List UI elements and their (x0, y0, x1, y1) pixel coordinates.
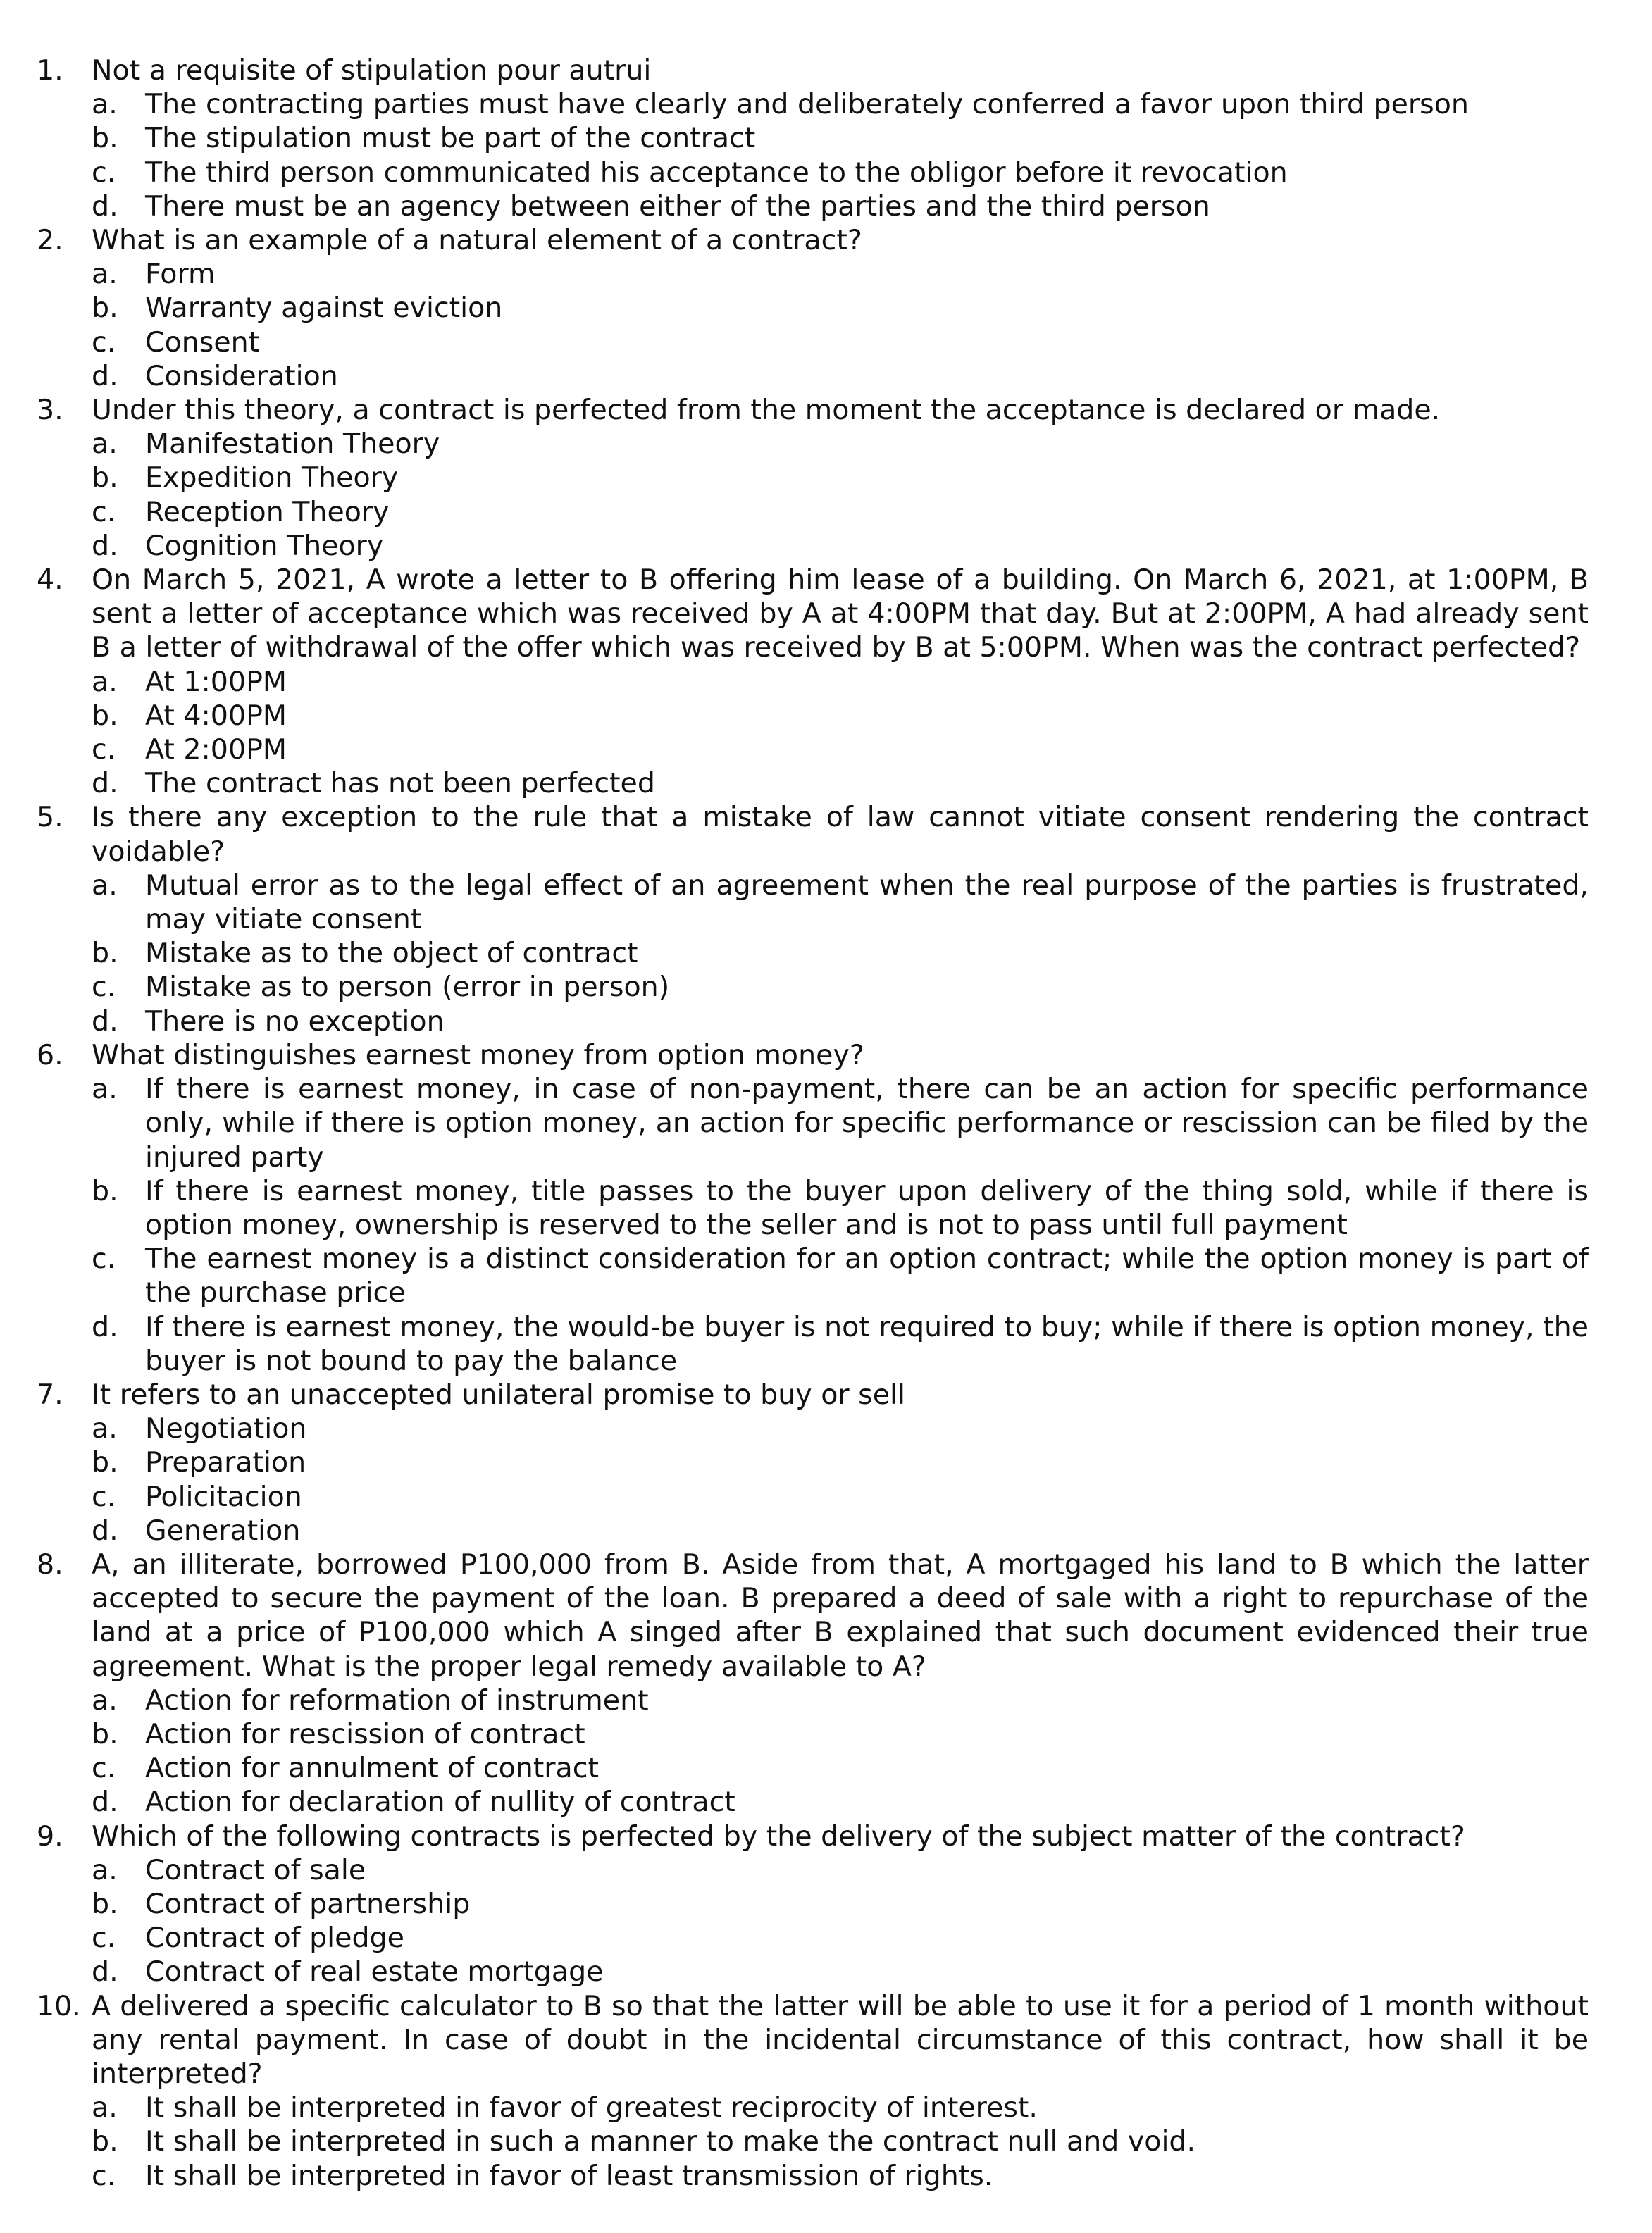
question-list (37, 54, 1589, 2193)
answer-option (92, 529, 1589, 563)
option-letter: b. (92, 1887, 118, 1920)
option-letter: a. (92, 88, 118, 121)
option-letter: c. (92, 971, 116, 1004)
option-text: If there is earnest money, in case of non-payment, there can be an action for specific performance only, while if there is option money, an action for specific performance or rescission can be filed by the injured party (145, 1073, 1589, 1174)
answer-option (92, 869, 1589, 936)
option-letter: b. (92, 292, 118, 325)
option-letter: d. (92, 359, 118, 392)
answer-option (92, 733, 1589, 766)
option-letter: a. (92, 258, 118, 291)
answer-option (92, 1004, 1589, 1038)
option-letter: b. (92, 2125, 118, 2158)
answer-option (92, 121, 1589, 155)
option-text: Preparation (145, 1446, 306, 1479)
option-letter: d. (92, 1514, 118, 1547)
question-number: 8. (37, 1548, 63, 1581)
option-text: Expedition Theory (145, 461, 399, 495)
question-body (92, 800, 1589, 1038)
option-letter: d. (92, 1955, 118, 1989)
option-letter: c. (92, 1243, 116, 1276)
option-letter: c. (92, 1752, 116, 1785)
answer-option (92, 325, 1589, 359)
question-body (92, 1378, 1589, 1548)
question-number: 9. (37, 1820, 63, 1853)
option-text: Action for annulment of contract (145, 1752, 599, 1785)
answer-option (92, 665, 1589, 699)
option-letter: c. (92, 1922, 116, 1955)
answer-option (92, 2125, 1589, 2158)
option-letter: b. (92, 699, 118, 732)
option-letter: a. (92, 1853, 118, 1886)
answer-option (92, 1480, 1589, 1514)
option-text: The contracting parties must have clearly and deliberately conferred a favor upon third person (145, 88, 1469, 121)
option-text: At 1:00PM (145, 665, 287, 698)
answer-option (92, 359, 1589, 393)
answer-option (92, 1921, 1589, 1955)
option-text: If there is earnest money, the would-be buyer is not required to buy; while if there is option money, the buyer is not bound to pay the balance (145, 1310, 1589, 1377)
answer-option (92, 87, 1589, 121)
answer-option (92, 427, 1589, 461)
option-letter: a. (92, 665, 118, 698)
question-item (37, 1548, 1589, 1820)
question-body (92, 54, 1589, 223)
option-text: Cognition Theory (145, 529, 384, 562)
question-text: Not a requisite of stipulation pour autrui (92, 54, 652, 87)
option-letter: b. (92, 122, 118, 155)
question-item (37, 1820, 1589, 1989)
option-text: At 4:00PM (145, 699, 287, 732)
answer-option (92, 1785, 1589, 1819)
answer-option (92, 461, 1589, 495)
answer-option (92, 1174, 1589, 1242)
option-letter: a. (92, 428, 118, 461)
option-text: It shall be interpreted in such a manner to make the contract null and void. (145, 2125, 1196, 2158)
answer-option (92, 1717, 1589, 1751)
option-text: The contract has not been perfected (145, 767, 655, 800)
question-body (92, 1038, 1589, 1378)
answer-option (92, 156, 1589, 189)
option-text: Mistake as to person (error in person) (145, 971, 670, 1004)
option-letter: c. (92, 156, 116, 189)
question-body (92, 563, 1589, 800)
option-letter: b. (92, 937, 118, 970)
option-text: Policitacion (145, 1480, 302, 1513)
answer-option (92, 1751, 1589, 1785)
option-letter: c. (92, 1480, 116, 1513)
option-letter: a. (92, 869, 118, 902)
answer-option (92, 1955, 1589, 1989)
question-item (37, 223, 1589, 393)
option-letter: b. (92, 1717, 118, 1750)
answer-option (92, 1684, 1589, 1717)
question-item (37, 1989, 1589, 2193)
question-number: 2. (37, 224, 63, 257)
question-body (92, 1820, 1589, 1989)
question-item (37, 54, 1589, 223)
question-number: 1. (37, 54, 63, 87)
question-text: A delivered a specific calculator to B so that the latter will be able to use it for a period of 1 month without any rental payment. In case of doubt in the incidental circumstance of this contract, how shall it be interpreted? (92, 1989, 1589, 2090)
answer-option (92, 1445, 1589, 1479)
answer-option (92, 291, 1589, 325)
question-number: 10. (37, 1989, 81, 2022)
option-letter: b. (92, 461, 118, 495)
option-text: Negotiation (145, 1412, 307, 1445)
question-text: Under this theory, a contract is perfected from the moment the acceptance is declared or made. (92, 394, 1441, 427)
answer-option (92, 1514, 1589, 1548)
answer-option (92, 970, 1589, 1004)
answer-option (92, 1853, 1589, 1887)
option-letter: d. (92, 529, 118, 562)
answer-option (92, 2091, 1589, 2125)
answer-option (92, 1310, 1589, 1378)
option-text: Warranty against eviction (145, 292, 503, 325)
option-letter: d. (92, 1310, 118, 1343)
option-text: It shall be interpreted in favor of least transmission of rights. (145, 2159, 993, 2192)
option-letter: c. (92, 495, 116, 528)
answer-option (92, 1412, 1589, 1445)
option-letter: c. (92, 2159, 116, 2192)
option-text: Consent (145, 325, 260, 359)
option-text: Contract of real estate mortgage (145, 1955, 604, 1989)
option-letter: d. (92, 767, 118, 800)
question-number: 5. (37, 801, 63, 834)
option-text: Contract of pledge (145, 1922, 404, 1955)
option-letter: c. (92, 733, 116, 766)
option-text: Contract of sale (145, 1853, 366, 1886)
option-letter: d. (92, 1786, 118, 1819)
option-text: Manifestation Theory (145, 428, 440, 461)
question-text: A, an illiterate, borrowed P100,000 from B. Aside from that, A mortgaged his land to B which the latter accepted to secure the payment of the loan. B prepared a deed of sale with a right to repurchase of the land at a price of P100,000 which A singed after B explained that such document evidenced their true agreement. What is the proper legal remedy available to A? (92, 1548, 1589, 1683)
question-text: Is there any exception to the rule that a mistake of law cannot vitiate consent rendering the contract voidable? (92, 801, 1589, 868)
answer-option (92, 2159, 1589, 2193)
question-number: 7. (37, 1378, 63, 1411)
answer-option (92, 1887, 1589, 1921)
question-number: 4. (37, 564, 63, 597)
option-text: Action for rescission of contract (145, 1717, 585, 1750)
option-letter: d. (92, 1004, 118, 1038)
option-text: There must be an agency between either of the parties and the third person (145, 189, 1210, 223)
question-number: 3. (37, 394, 63, 427)
question-item (37, 563, 1589, 800)
option-text: Reception Theory (145, 495, 390, 528)
option-text: Mistake as to the object of contract (145, 937, 638, 970)
question-item (37, 800, 1589, 1038)
option-text: The earnest money is a distinct consideration for an option contract; while the option money is part of the purchase price (145, 1243, 1589, 1310)
option-text: If there is earnest money, title passes to the buyer upon delivery of the thing sold, while if there is option money, ownership is reserved to the seller and is not to pass until full payment (145, 1174, 1589, 1241)
question-body (92, 223, 1589, 393)
option-text: At 2:00PM (145, 733, 287, 766)
option-text: Generation (145, 1514, 301, 1547)
option-text: Form (145, 258, 216, 291)
option-text: Action for reformation of instrument (145, 1684, 649, 1717)
option-text: The stipulation must be part of the contract (145, 122, 756, 155)
option-text: Consideration (145, 359, 338, 392)
answer-option (92, 699, 1589, 733)
option-letter: d. (92, 189, 118, 223)
option-letter: b. (92, 1446, 118, 1479)
option-text: It shall be interpreted in favor of greatest reciprocity of interest. (145, 2091, 1038, 2125)
option-text: There is no exception (145, 1004, 445, 1038)
option-text: Contract of partnership (145, 1887, 471, 1920)
option-letter: a. (92, 1412, 118, 1445)
option-letter: a. (92, 2091, 118, 2125)
answer-option (92, 766, 1589, 800)
question-text: What distinguishes earnest money from option money? (92, 1038, 864, 1071)
option-text: Action for declaration of nullity of contract (145, 1786, 735, 1819)
option-text: The third person communicated his acceptance to the obligor before it revocation (145, 156, 1288, 189)
question-body (92, 1989, 1589, 2193)
answer-option (92, 257, 1589, 291)
question-item (37, 1038, 1589, 1378)
question-body (92, 1548, 1589, 1820)
answer-option (92, 189, 1589, 223)
question-text: It refers to an unaccepted unilateral promise to buy or sell (92, 1378, 905, 1411)
option-letter: a. (92, 1073, 118, 1106)
question-text: Which of the following contracts is perfected by the delivery of the subject matter of the contract? (92, 1820, 1465, 1853)
question-text: On March 5, 2021, A wrote a letter to B offering him lease of a building. On March 6, 2021, at 1:00PM, B sent a letter of acceptance which was received by A at 4:00PM that day. But at 2:00PM, A had already sent B a letter of withdrawal of the offer which was received by B at 5:00PM. When was the contract perfected? (92, 564, 1589, 664)
answer-option (92, 1072, 1589, 1174)
question-number: 6. (37, 1038, 63, 1071)
option-text: Mutual error as to the legal effect of an agreement when the real purpose of the parties is frustrated, may vitiate consent (145, 869, 1589, 936)
question-text: What is an example of a natural element of a contract? (92, 224, 862, 257)
question-item (37, 393, 1589, 563)
option-letter: a. (92, 1684, 118, 1717)
question-item (37, 1378, 1589, 1548)
answer-option (92, 936, 1589, 970)
option-letter: b. (92, 1174, 118, 1207)
question-body (92, 393, 1589, 563)
answer-option (92, 1242, 1589, 1310)
answer-option (92, 495, 1589, 529)
option-letter: c. (92, 325, 116, 359)
